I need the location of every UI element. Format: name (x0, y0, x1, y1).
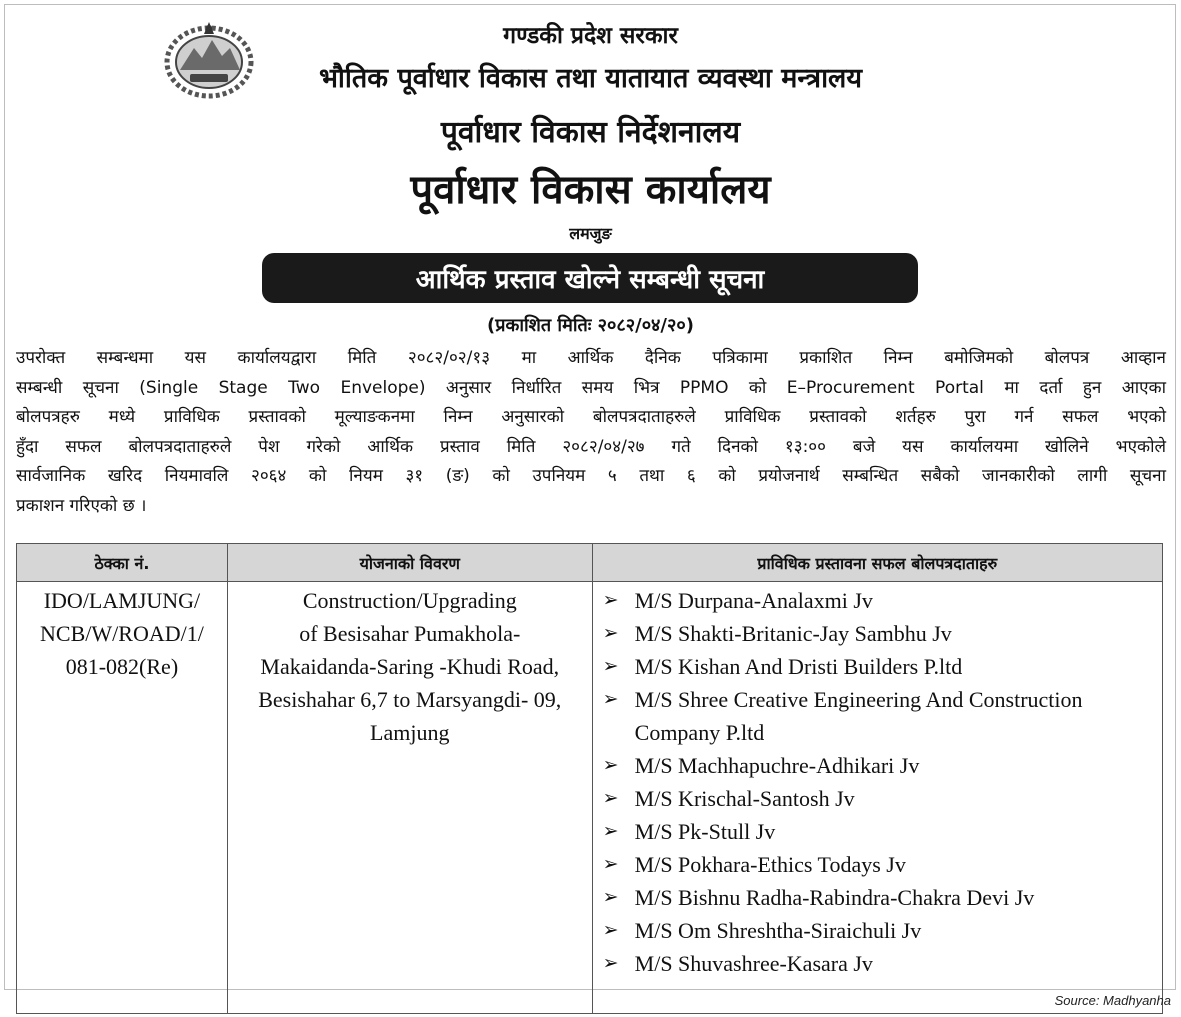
body-line: बोलपत्रहरु मध्ये प्राविधिक प्रस्तावको मूल्याङकनमा निम्न अनुसारको बोलपत्रदाताहरुले प्राविधिक प्रस्तावको शर्तहरु पुरा गर्न सफल भएको (16, 407, 1166, 427)
header-contract-no: ठेक्का नं. (17, 544, 228, 582)
bidder-name: M/S Machhapuchre-Adhikari Jv (634, 753, 920, 778)
body-line: उपरोक्त सम्बन्धमा यस कार्यालयद्वारा मिति २०८२/०२/१३ मा आर्थिक दैनिक पत्रिकामा प्रकाशित निम्न बमोजिमको बोलपत्र आव्हान (16, 348, 1166, 368)
bidder-item (603, 617, 1154, 650)
notice-title: आर्थिक प्रस्ताव खोल्ने सम्बन्धी सूचना (415, 265, 765, 295)
table-row (17, 582, 1163, 1014)
directorate-title: पूर्वाधार विकास निर्देशनालय (440, 115, 741, 150)
bidder-name: M/S Kishan And Dristi Builders P.ltd (634, 654, 963, 679)
notice-body (16, 344, 1166, 521)
body-line: प्रकाशन गरिएको छ । (16, 495, 147, 516)
source-credit: Source: Madhyanha (1054, 993, 1171, 1008)
bidder-item (603, 914, 1154, 947)
arrow-bullet-icon: ➢ (602, 589, 619, 611)
arrow-bullet-icon: ➢ (602, 853, 619, 875)
project-line: of Besisahar Pumakhola- (299, 621, 521, 646)
bidder-name: M/S Pokhara-Ethics Todays Jv (634, 852, 906, 877)
arrow-bullet-icon: ➢ (602, 688, 619, 710)
bidder-name: M/S Pk-Stull Jv (634, 819, 776, 844)
contract-no-cell (17, 582, 228, 1014)
project-line: Lamjung (370, 720, 450, 745)
project-line: Construction/Upgrading (302, 588, 517, 613)
bidder-name: M/S Om Shreshtha-Siraichuli Jv (634, 918, 922, 943)
bidder-name: M/S Shakti-Britanic-Jay Sambhu Jv (634, 621, 952, 646)
bidder-name: M/S Bishnu Radha-Rabindra-Chakra Devi Jv (634, 885, 1035, 910)
body-line: सार्वजानिक खरिद नियमावलि २०६४ को नियम ३१ (ङ) को उपनियम ५ तथा ६ को प्रयोजनार्थ सम्बन्धित सबैको जानकारीको लागी सूचना (16, 466, 1166, 486)
bidder-name: M/S Krischal-Santosh Jv (634, 786, 855, 811)
arrow-bullet-icon: ➢ (602, 952, 619, 974)
notice-title-banner (262, 253, 918, 303)
bidder-item (603, 782, 1154, 815)
header-successful-bidders: प्राविधिक प्रस्तावना सफल बोलपत्रदाताहरु (592, 544, 1162, 582)
arrow-bullet-icon: ➢ (602, 622, 619, 644)
province-government-title: गण्डकी प्रदेश सरकार (503, 23, 678, 49)
bidder-item (603, 881, 1154, 914)
bidder-name: M/S Shree Creative Engineering And Construction Company P.ltd (634, 687, 1083, 745)
bidder-item (603, 650, 1154, 683)
project-description-cell (227, 582, 592, 1014)
body-line: हुँदा सफल बोलपत्रदाताहरुले पेश गरेको आर्थिक प्रस्ताव मिति २०८२/०४/२७ गते दिनको १३:०० बजे यस कार्यालयमा खोलिने भएकोले (16, 436, 1166, 457)
bidder-name: M/S Durpana-Analaxmi Jv (634, 588, 873, 613)
arrow-bullet-icon: ➢ (602, 754, 619, 776)
bidder-item (603, 815, 1154, 848)
contract-no-line: 081-082(Re) (65, 654, 179, 679)
bidder-item (603, 947, 1154, 980)
project-line: Besishahar 6,7 to Marsyangdi- 09, (258, 687, 562, 712)
body-line: सम्बन्धी सूचना (Single Stage Two Envelope) अनुसार निर्धारित समय भित्र PPMO को E–Procurement Portal मा दर्ता हुन आएका (16, 377, 1166, 398)
project-line: Makaidanda-Saring -Khudi Road, (260, 654, 560, 679)
arrow-bullet-icon: ➢ (602, 886, 619, 908)
arrow-bullet-icon: ➢ (602, 787, 619, 809)
office-title: पूर्वाधार विकास कार्यालय (410, 167, 771, 213)
bidder-item (603, 848, 1154, 881)
ministry-title: भौतिक पूर्वाधार विकास तथा यातायात व्यवस्था मन्त्रालय (318, 63, 863, 94)
contract-no-line: IDO/LAMJUNG/ (43, 588, 201, 613)
published-date: (प्रकाशित मितिः २०८२/०४/२०) (487, 315, 694, 336)
table-header-row (17, 544, 1163, 582)
office-location: लमजुङ (569, 224, 612, 243)
arrow-bullet-icon: ➢ (602, 919, 619, 941)
arrow-bullet-icon: ➢ (602, 820, 619, 842)
bidders-cell (592, 582, 1162, 1014)
tender-table (16, 543, 1163, 1014)
contract-no-line: NCB/W/ROAD/1/ (40, 621, 204, 646)
arrow-bullet-icon: ➢ (602, 655, 619, 677)
header-project-description: योजनाको विवरण (227, 544, 592, 582)
bidder-item (603, 683, 1154, 749)
bidder-item (603, 584, 1154, 617)
bidder-name: M/S Shuvashree-Kasara Jv (634, 951, 873, 976)
bidder-item (603, 749, 1154, 782)
